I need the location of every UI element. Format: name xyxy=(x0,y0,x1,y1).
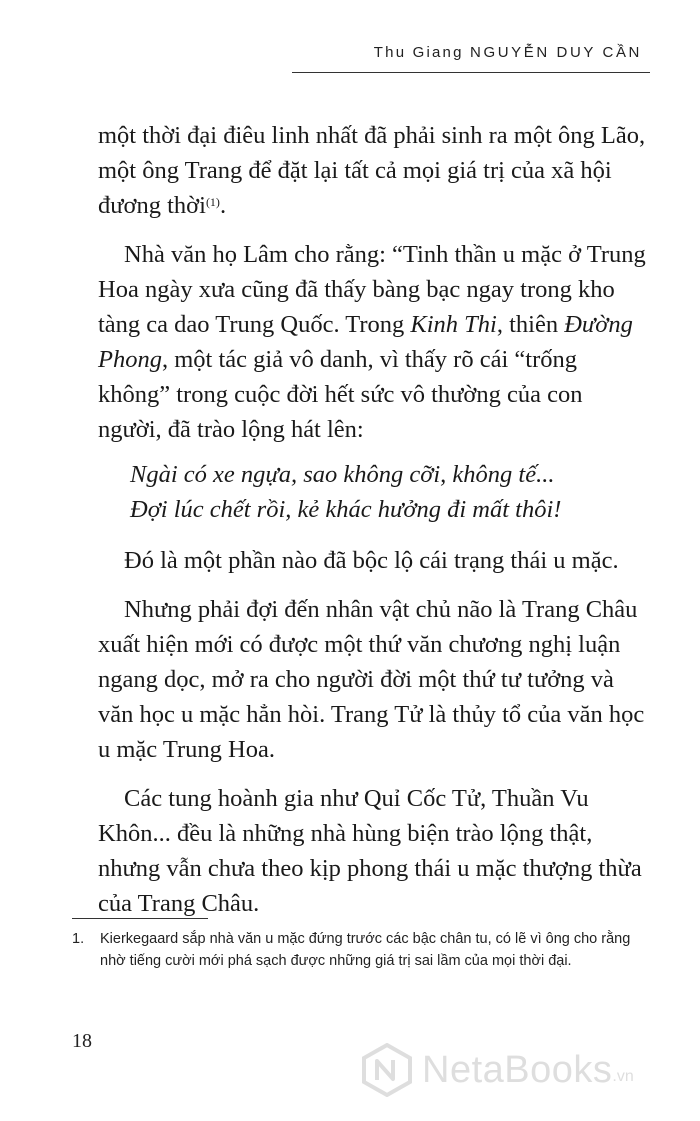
paragraph-1-end: . xyxy=(219,192,227,219)
running-head xyxy=(0,44,642,61)
paragraph-1-text: một thời đại điêu linh nhất đã phải sinh ra một ông Lão, một ông Trang để đặt lại tất cả mọi giá trị của xã hội đương thời xyxy=(98,122,646,219)
paragraph-3: Đó là một phần nào đã bộc lộ cái trạng thái u mặc. xyxy=(124,547,619,574)
watermark xyxy=(360,1040,690,1100)
footnote xyxy=(72,928,646,972)
footnote-text: Kierkegaard sắp nhà văn u mặc đứng trước các bậc chân tu, có lẽ vì ông cho rằng nhờ tiếng cười mới phá sạch được những giá trị sai lầm của mọi thời đại. xyxy=(100,931,631,969)
header-rule xyxy=(292,72,650,73)
netabooks-logo-icon xyxy=(360,1043,414,1097)
poem-line-1: Ngài có xe ngựa, sao không cỡi, không tế... xyxy=(130,461,555,488)
footnote-number: 1. xyxy=(72,931,85,947)
paragraph-2 xyxy=(98,237,646,447)
header-author-short: Thu Giang xyxy=(373,44,464,61)
paragraph-4: Nhưng phải đợi đến nhân vật chủ não là Trang Châu xuất hiện mới có được một thứ văn chương nghị luận ngang dọc, mở ra cho người đời một thứ tư tưởng và văn học u mặc hẳn hòi. Trang Tử là thủy tổ của văn học u mặc Trung Hoa. xyxy=(98,596,645,763)
poem-line-2: Đợi lúc chết rồi, kẻ khác hưởng đi mất thôi! xyxy=(130,496,562,523)
body-text xyxy=(98,118,646,921)
watermark-suffix: .vn xyxy=(612,1068,634,1085)
header-author-full: NGUYỄN DUY CẦN xyxy=(470,44,642,61)
paragraph-5: Các tung hoành gia như Quỉ Cốc Tử, Thuần Vu Khôn... đều là những nhà hùng biện trào lộng thật, nhưng vẫn chưa theo kịp phong thái u mặc thượng thừa của Trang Châu. xyxy=(98,785,642,917)
paragraph-2-text-c: , một tác giả vô danh, vì thấy rõ cái “trống không” trong cuộc đời hết sức vô thường của con người, đã trào lộng hát lên: xyxy=(98,346,583,443)
paragraph-continued xyxy=(98,118,646,223)
page-number: 18 xyxy=(72,1030,92,1052)
footnote-reference[interactable]: (1) xyxy=(205,195,220,209)
paragraph-2-text-b: , thiên xyxy=(496,311,565,338)
footnote-rule xyxy=(72,918,208,919)
title-kinh-thi: Kinh Thi xyxy=(410,311,497,338)
paragraph-2-text-a: Nhà văn họ Lâm cho rằng: “Tinh thần u mặc ở Trung Hoa ngày xưa cũng đã thấy bàng bạc ngay trong kho tàng ca dao Trung Quốc. Trong xyxy=(98,241,646,338)
watermark-brand: NetaBooks xyxy=(422,1048,613,1091)
title-duong-phong: Đường Phong xyxy=(98,311,633,373)
poem-quote xyxy=(130,457,646,527)
